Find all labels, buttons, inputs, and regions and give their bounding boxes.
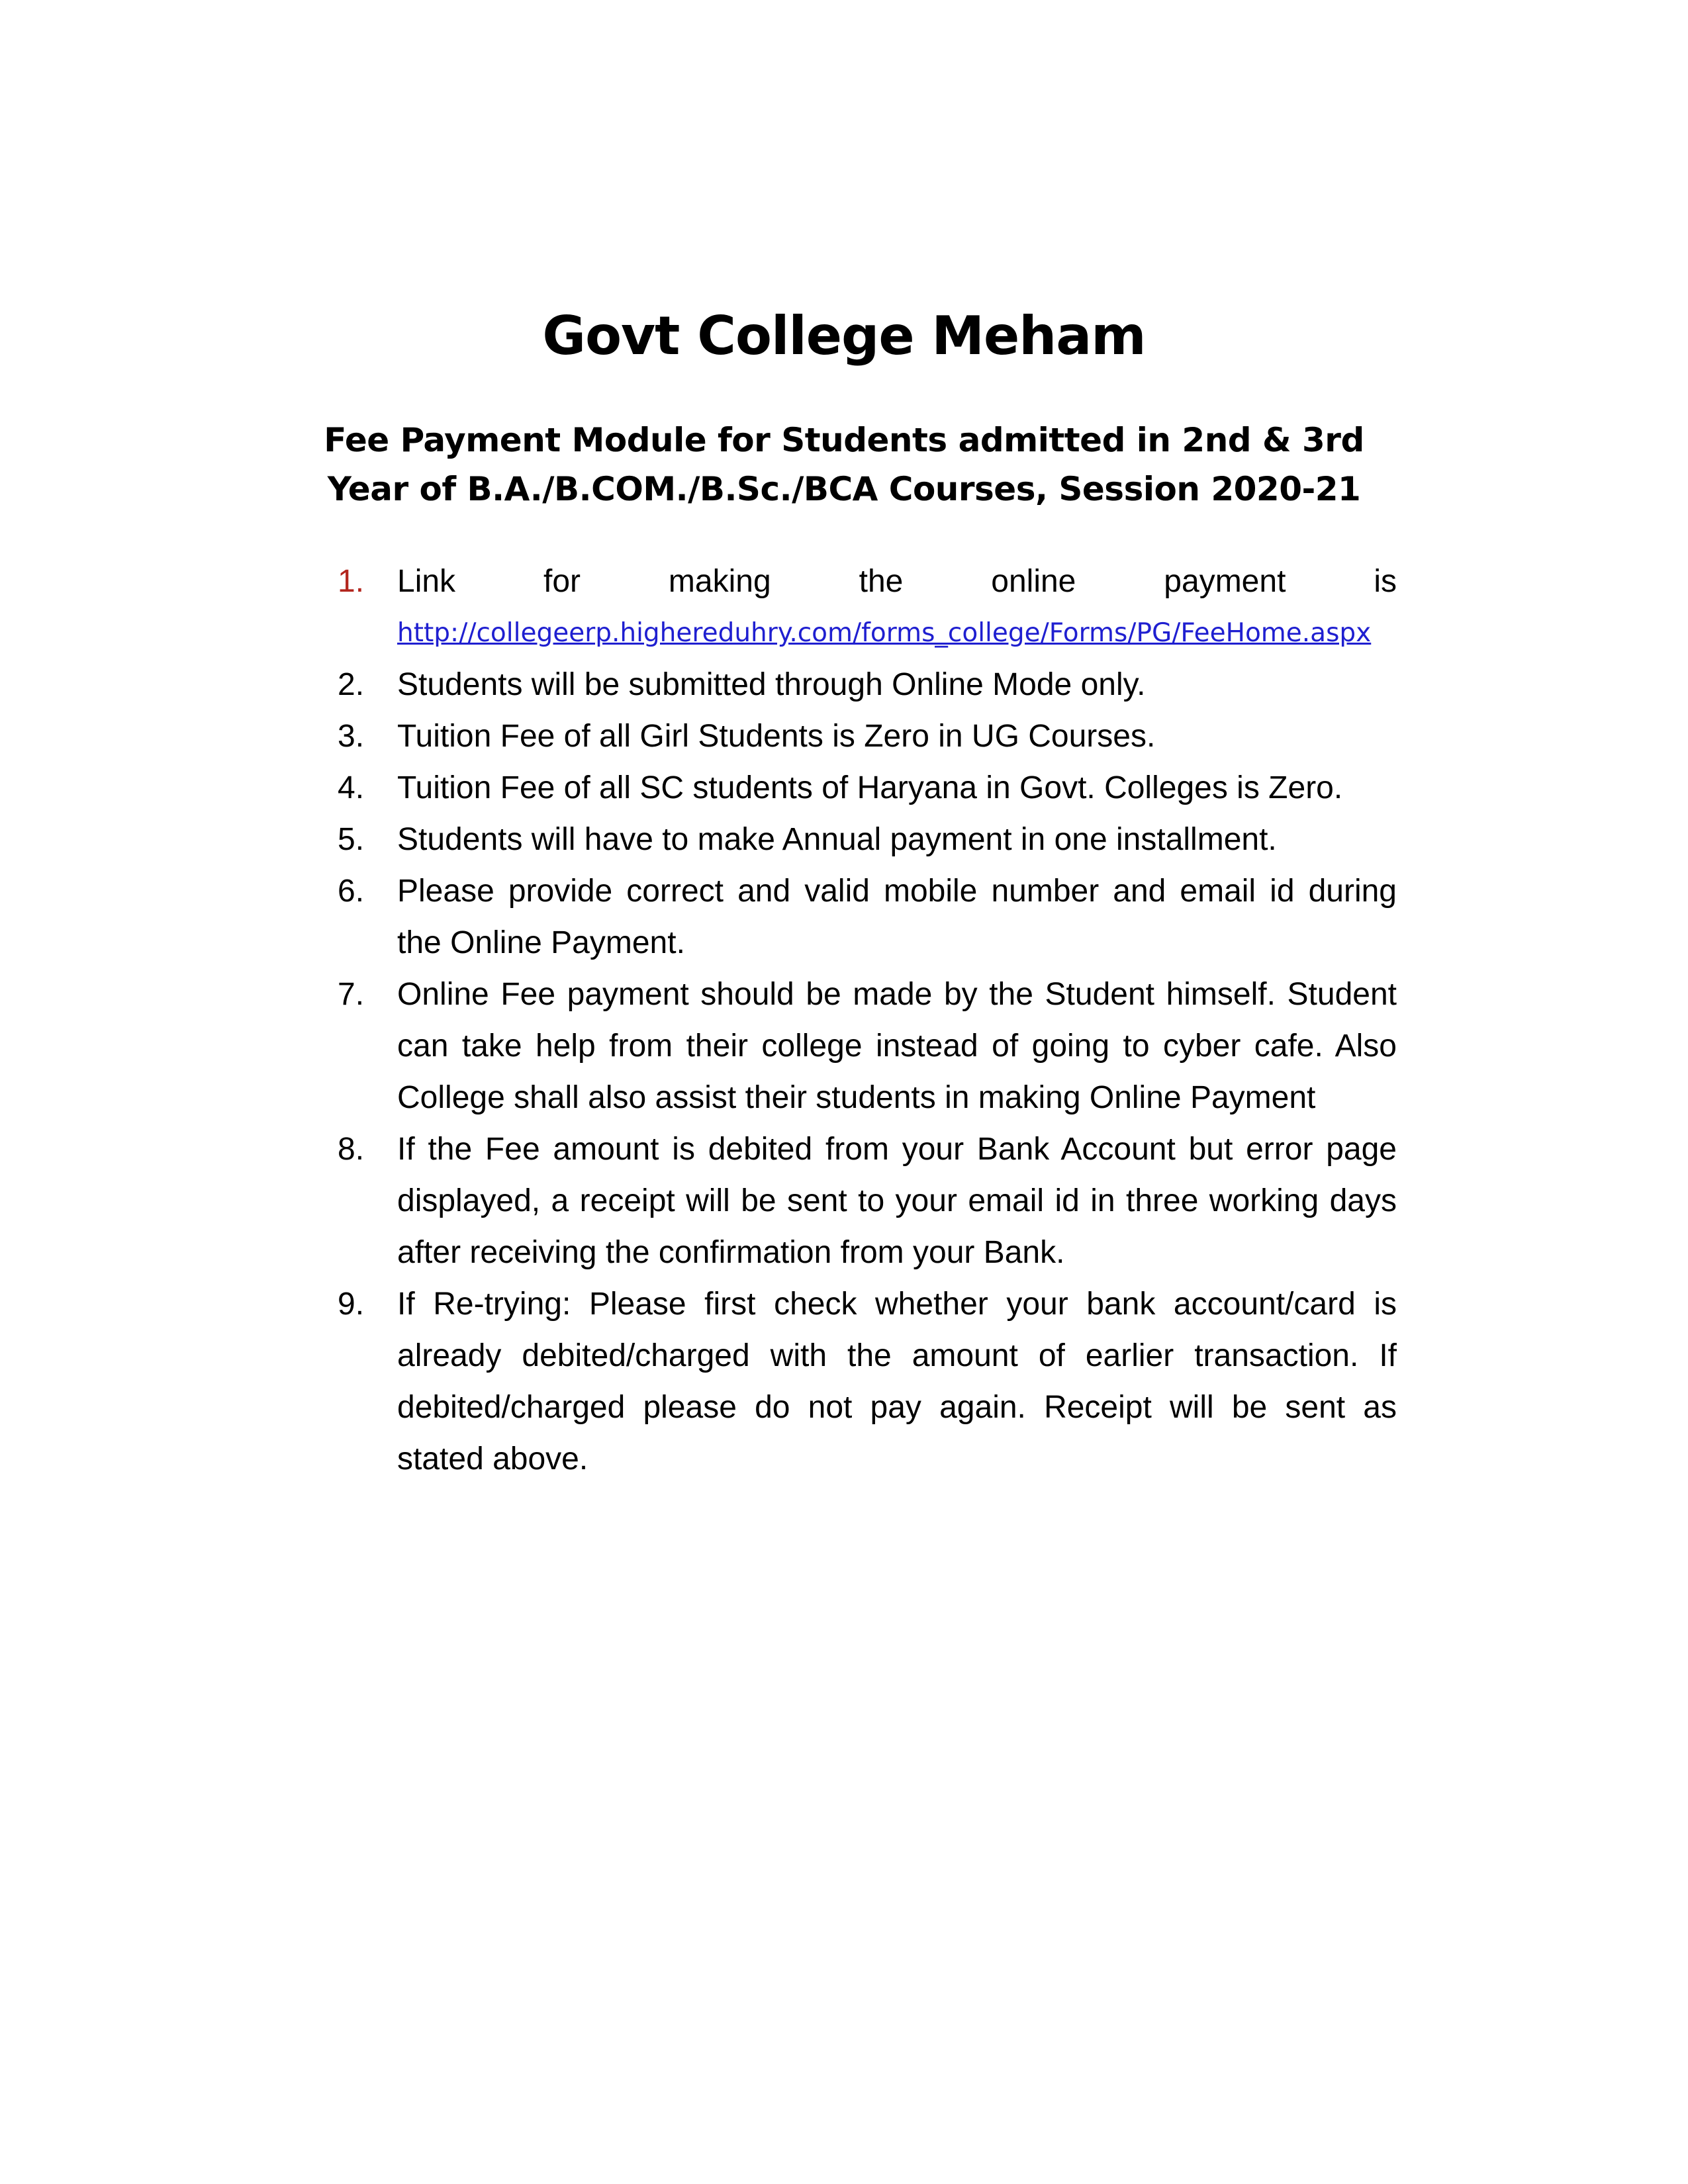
- page-subtitle: Fee Payment Module for Students admitted in 2nd & 3rd Year of B.A./B.COM./B.Sc./BCA Courses, Session 2020-21: [324, 421, 1364, 508]
- list-item-number: 6.: [338, 874, 365, 909]
- list-item-text: Tuition Fee of all SC students of Haryana in Govt. Colleges is Zero.: [397, 770, 1343, 805]
- list-item-number: 4.: [338, 770, 365, 805]
- list-item-number: 8.: [338, 1132, 365, 1167]
- list-item-text: Online Fee payment should be made by the Student himself. Student can take help from their college instead of going to cyber cafe. Also College shall also assist their students in making Online Payment: [397, 977, 1397, 1115]
- list-item-text: Students will have to make Annual payment in one installment.: [397, 822, 1277, 857]
- list-item: [338, 866, 1397, 969]
- list-item-text: Students will be submitted through Online Mode only.: [397, 667, 1146, 702]
- list-item-number: 7.: [338, 977, 365, 1012]
- instructions-list: [338, 556, 1397, 1485]
- list-item: [338, 762, 1397, 814]
- payment-link[interactable]: http://collegeerp.highereduhry.com/forms_college/Forms/PG/FeeHome.aspx: [397, 618, 1372, 648]
- list-item: [338, 1279, 1397, 1485]
- list-item-number: 2.: [338, 667, 365, 702]
- list-item: [338, 659, 1397, 711]
- list-item-number: 9.: [338, 1287, 365, 1322]
- list-item: [338, 1124, 1397, 1279]
- list-item: [338, 814, 1397, 866]
- list-item-number: 3.: [338, 719, 365, 754]
- list-item-text: Tuition Fee of all Girl Students is Zero in UG Courses.: [397, 719, 1156, 754]
- page-title: Govt College Meham: [542, 305, 1146, 367]
- list-item-text: If Re-trying: Please first check whether your bank account/card is already debited/charged with the amount of earlier transaction. If debited/charged please do not pay again. Receipt will be sent as stated above.: [397, 1287, 1397, 1477]
- list-item: [338, 711, 1397, 762]
- list-item-number: 1.: [338, 564, 365, 599]
- list-item-number: 5.: [338, 822, 365, 857]
- list-item-text: Link for making the online payment is: [397, 564, 1397, 599]
- list-item-text: Please provide correct and valid mobile number and email id during the Online Payment.: [397, 874, 1397, 960]
- list-item: [338, 969, 1397, 1124]
- list-item-text: If the Fee amount is debited from your Bank Account but error page displayed, a receipt will be sent to your email id in three working days after receiving the confirmation from your Bank.: [397, 1132, 1397, 1270]
- list-item: [338, 556, 1397, 659]
